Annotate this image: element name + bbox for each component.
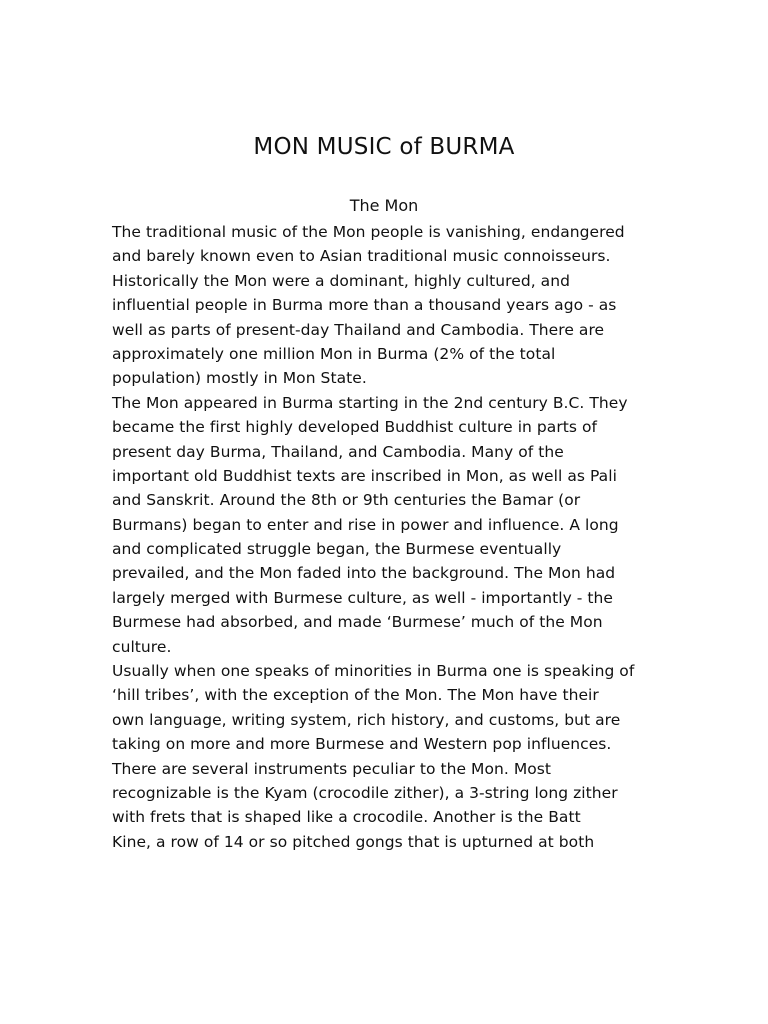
text-line: and Sanskrit. Around the 8th or 9th centuries the Bamar (or <box>112 491 581 510</box>
text-line: own language, writing system, rich history, and customs, but are <box>112 710 621 729</box>
text-line: largely merged with Burmese culture, as well - importantly - the <box>112 588 613 607</box>
section-heading: The Mon <box>349 196 419 215</box>
page-title: MON MUSIC of BURMA <box>253 134 515 160</box>
body-text <box>112 220 672 854</box>
text-line: The Mon appeared in Burma starting in the 2nd century B.C. They <box>112 393 628 412</box>
text-line: became the first highly developed Buddhist culture in parts of <box>112 418 598 437</box>
text-line: Usually when one speaks of minorities in Burma one is speaking of <box>112 662 635 681</box>
text-line: taking on more and more Burmese and Western pop influences. <box>112 735 612 754</box>
text-line: and complicated struggle began, the Burmese eventually <box>112 540 562 559</box>
text-line: recognizable is the Kyam (crocodile zither), a 3-string long zither <box>112 783 618 802</box>
text-line: Burmese had absorbed, and made ‘Burmese’ much of the Mon <box>112 613 603 632</box>
text-line: ‘hill tribes’, with the exception of the Mon. The Mon have their <box>112 686 599 705</box>
text-line: population) mostly in Mon State. <box>112 369 367 388</box>
text-line: The traditional music of the Mon people is vanishing, endangered <box>112 223 625 241</box>
text-line: important old Buddhist texts are inscribed in Mon, as well as Pali <box>112 466 617 485</box>
text-line: and barely known even to Asian traditional music connoisseurs. <box>112 247 611 266</box>
text-line: approximately one million Mon in Burma (2% of the total <box>112 344 556 363</box>
text-line: culture. <box>112 637 172 656</box>
text-line: Burmans) began to enter and rise in power and influence. A long <box>112 515 619 534</box>
text-line: There are several instruments peculiar to the Mon. Most <box>112 759 552 778</box>
text-line: Historically the Mon were a dominant, highly cultured, and <box>112 271 570 290</box>
text-line: present day Burma, Thailand, and Cambodia. Many of the <box>112 442 564 461</box>
text-line: prevailed, and the Mon faded into the background. The Mon had <box>112 564 616 583</box>
text-line: with frets that is shaped like a crocodile. Another is the Batt <box>112 808 581 827</box>
text-line: well as parts of present-day Thailand and Cambodia. There are <box>112 320 605 339</box>
text-line: Kine, a row of 14 or so pitched gongs that is upturned at both <box>112 832 595 851</box>
text-line: influential people in Burma more than a thousand years ago - as <box>112 296 617 315</box>
